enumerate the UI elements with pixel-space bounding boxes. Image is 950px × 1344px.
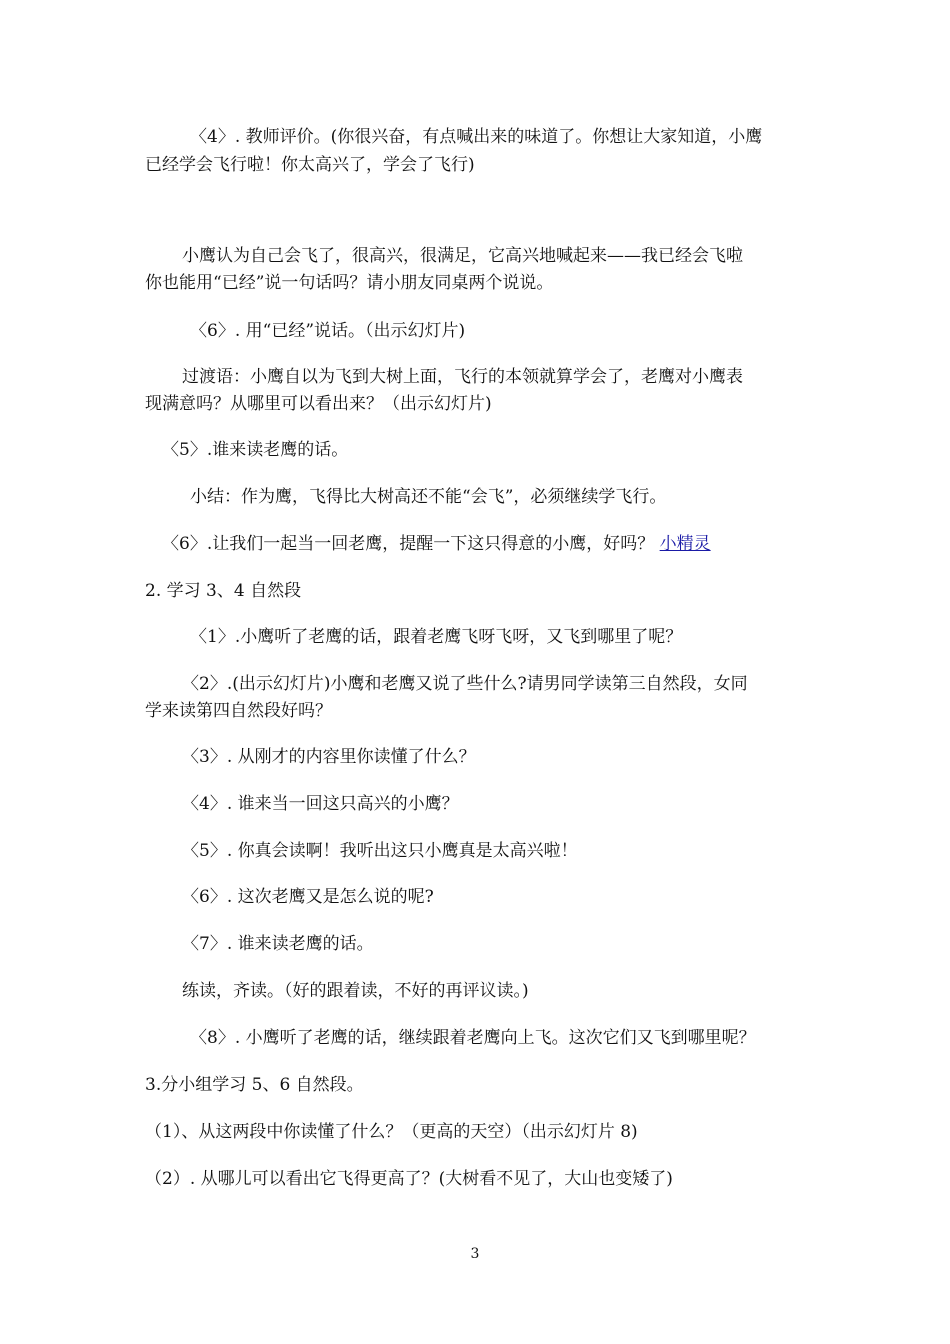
sprite-link[interactable]: 小精灵	[659, 534, 711, 554]
paragraph-line: 〈5〉.谁来读老鹰的话。	[162, 440, 349, 460]
paragraph-line: 〈2〉.(出示幻灯片)小鹰和老鹰又说了些什么?请男同学读第三自然段，女同	[182, 674, 748, 694]
paragraph-line: （2）. 从哪儿可以看出它飞得更高了？(大树看不见了，大山也变矮了)	[145, 1169, 673, 1189]
paragraph-line: 〈3〉. 从刚才的内容里你读懂了什么？	[182, 747, 476, 767]
paragraph-line: 〈5〉. 你真会读啊！我听出这只小鹰真是太高兴啦！	[182, 841, 578, 861]
paragraph-line	[162, 531, 711, 557]
paragraph-line: 〈4〉. 教师评价。(你很兴奋，有点喊出来的味道了。你想让大家知道，小鹰	[190, 127, 763, 147]
paragraph-line: （1）、从这两段中你读懂了什么？（更高的天空）（出示幻灯片 8)	[145, 1122, 638, 1142]
paragraph-line: 现满意吗？从哪里可以看出来？（出示幻灯片)	[145, 394, 492, 414]
paragraph-line: 小结：作为鹰，飞得比大树高还不能“会飞”，必须继续学飞行。	[190, 487, 667, 507]
paragraph-line: 〈4〉. 谁来当一回这只高兴的小鹰？	[182, 794, 459, 814]
paragraph-line: 〈6〉. 这次老鹰又是怎么说的呢?	[182, 887, 434, 907]
page-number: 3	[470, 1246, 480, 1262]
paragraph-line: 小鹰认为自己会飞了，很高兴，很满足，它高兴地喊起来——我已经会飞啦	[182, 246, 743, 266]
paragraph-line: 已经学会飞行啦！你太高兴了，学会了飞行)	[145, 155, 475, 175]
paragraph-line: 〈6〉. 用“已经”说话。（出示幻灯片)	[190, 321, 466, 341]
paragraph-line: 〈1〉.小鹰听了老鹰的话，跟着老鹰飞呀飞呀，又飞到哪里了呢？	[190, 627, 683, 647]
section-heading: 3.分小组学习 5、6 自然段。	[145, 1075, 364, 1095]
paragraph-line: 学来读第四自然段好吗？	[145, 701, 332, 721]
paragraph-line: 〈8〉. 小鹰听了老鹰的话，继续跟着老鹰向上飞。这次它们又飞到哪里呢？	[190, 1028, 756, 1048]
section-heading: 2. 学习 3、4 自然段	[145, 581, 302, 601]
paragraph-line: 〈7〉. 谁来读老鹰的话。	[182, 934, 374, 954]
paragraph-text: 〈6〉.让我们一起当一回老鹰，提醒一下这只得意的小鹰，好吗？	[162, 534, 655, 554]
paragraph-line: 练读，齐读。（好的跟着读，不好的再评议读。)	[182, 981, 529, 1001]
paragraph-line: 过渡语：小鹰自以为飞到大树上面，飞行的本领就算学会了，老鹰对小鹰表	[182, 367, 743, 387]
paragraph-line: 你也能用“已经”说一句话吗？请小朋友同桌两个说说。	[145, 273, 554, 293]
